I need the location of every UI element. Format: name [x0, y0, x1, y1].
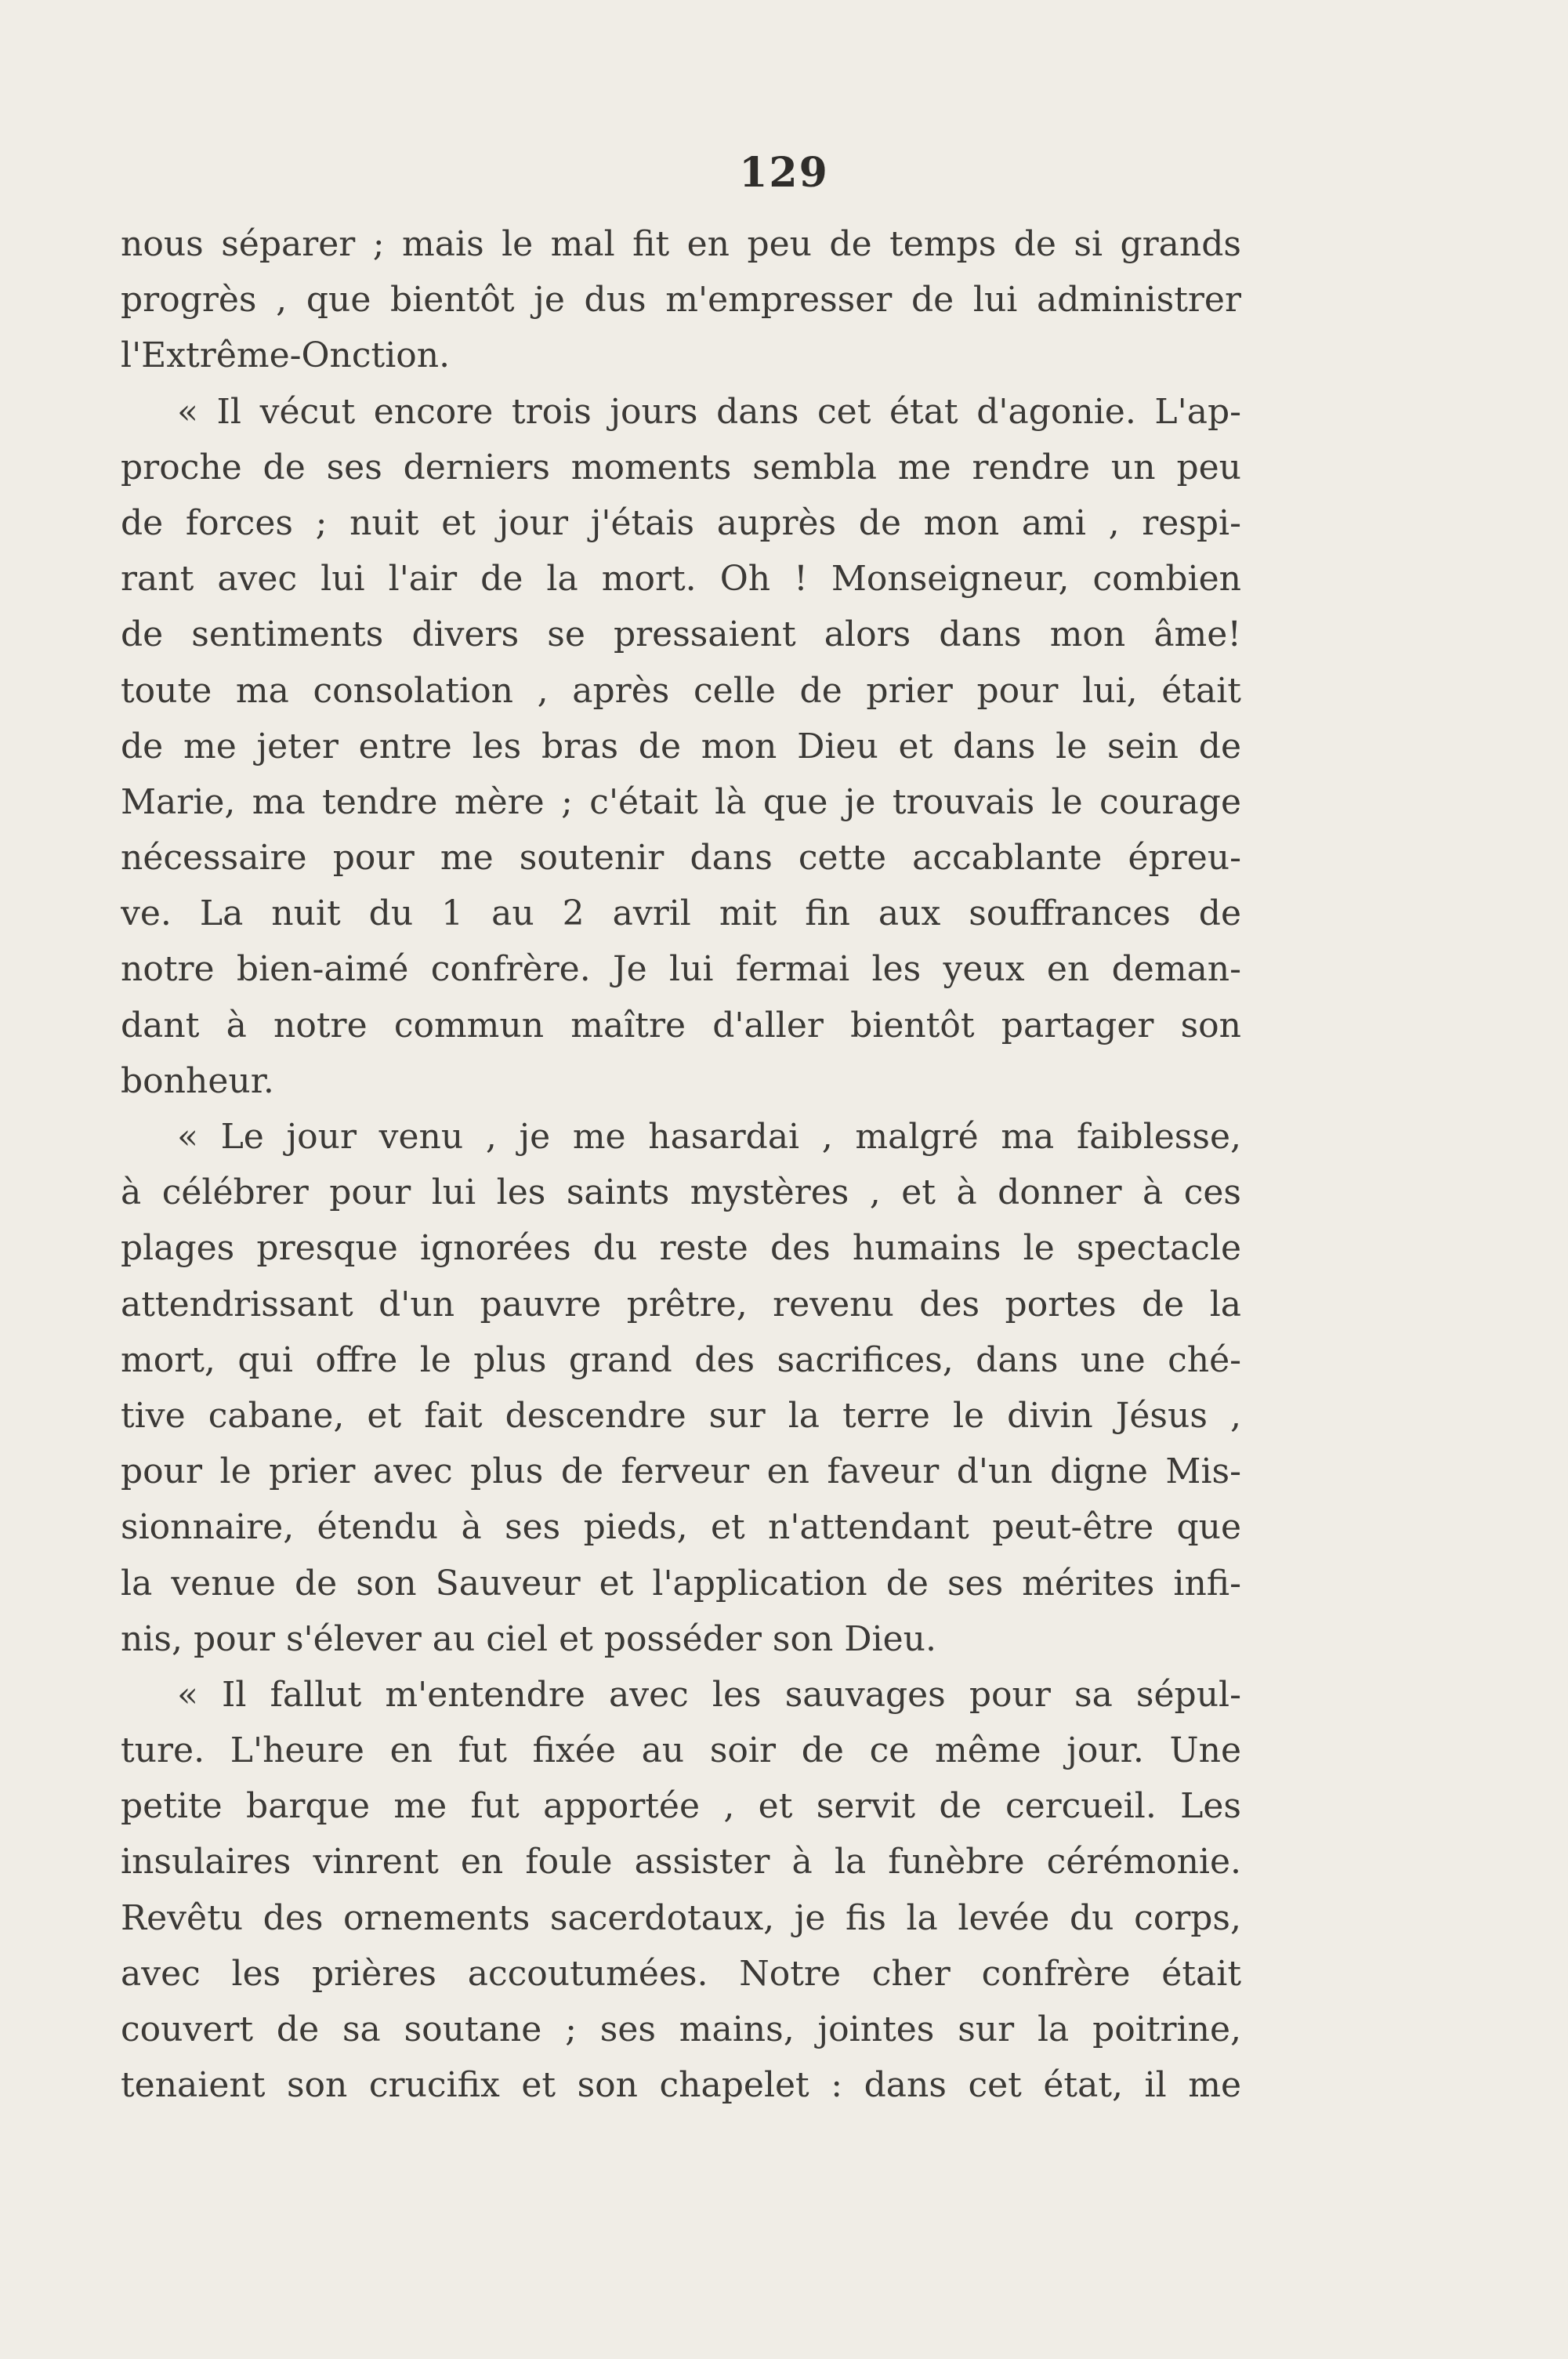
text-line: dant à notre commun maître d'aller bientôt partager son	[121, 1005, 1241, 1045]
text-line: ve. La nuit du 1 au 2 avril mit fin aux souffrances de	[121, 893, 1241, 934]
text-line: la venue de son Sauveur et l'application de ses mérites infi-	[121, 1563, 1241, 1603]
text-line: mort, qui offre le plus grand des sacrifices, dans une ché-	[121, 1339, 1241, 1380]
text-line: à célébrer pour lui les saints mystères , et à donner à ces	[121, 1172, 1241, 1213]
text-line: nous séparer ; mais le mal fit en peu de temps de si grands	[121, 224, 1241, 264]
text-line: avec les prières accoutumées. Notre cher confrère était	[121, 1953, 1241, 1994]
text-line: de sentiments divers se pressaient alors dans mon âme!	[121, 614, 1241, 655]
text-line: nécessaire pour me soutenir dans cette accablante épreu-	[121, 838, 1241, 879]
text-line: ture. L'heure en fut fixée au soir de ce même jour. Une	[121, 1730, 1241, 1771]
text-line: de forces ; nuit et jour j'étais auprès de mon ami , respi-	[121, 502, 1241, 543]
text-line: couvert de sa soutane ; ses mains, jointes sur la poitrine,	[121, 2009, 1241, 2049]
text-line: notre bien-aimé confrère. Je lui fermai les yeux en deman-	[121, 949, 1241, 990]
text-line: l'Extrême-Onction.	[121, 335, 451, 376]
text-line: attendrissant d'un pauvre prêtre, revenu des portes de la	[121, 1284, 1241, 1324]
paragraph-first-line: « Il fallut m'entendre avec les sauvages pour sa sépul-	[177, 1674, 1241, 1715]
text-line: progrès , que bientôt je dus m'empresser de lui administrer	[121, 280, 1241, 321]
text-line: tive cabane, et fait descendre sur la terre le divin Jésus ,	[121, 1395, 1241, 1436]
body-text	[121, 216, 1241, 2113]
paragraph-first-line: « Il vécut encore trois jours dans cet état d'agonie. L'ap-	[177, 391, 1241, 432]
page-number: 129	[739, 149, 829, 197]
paragraph-first-line: « Le jour venu , je me hasardai , malgré ma faiblesse,	[177, 1117, 1241, 1157]
text-line: toute ma consolation , après celle de prier pour lui, était	[121, 670, 1241, 711]
text-line: bonheur.	[121, 1060, 274, 1101]
text-line: sionnaire, étendu à ses pieds, et n'attendant peut-être que	[121, 1507, 1241, 1548]
text-line: proche de ses derniers moments sembla me rendre un peu	[121, 447, 1241, 487]
text-line: pour le prier avec plus de ferveur en faveur d'un digne Mis-	[121, 1451, 1241, 1492]
text-line: rant avec lui l'air de la mort. Oh ! Monseigneur, combien	[121, 559, 1241, 600]
text-line: Revêtu des ornements sacerdotaux, je fis la levée du corps,	[121, 1897, 1241, 1938]
text-line: nis, pour s'élever au ciel et posséder son Dieu.	[121, 1618, 936, 1659]
text-line: insulaires vinrent en foule assister à la funèbre cérémonie.	[121, 1842, 1241, 1882]
text-line: de me jeter entre les bras de mon Dieu et dans le sein de	[121, 726, 1241, 766]
text-line: tenaient son crucifix et son chapelet : dans cet état, il me	[121, 2065, 1241, 2106]
text-line: Marie, ma tendre mère ; c'était là que je trouvais le courage	[121, 781, 1241, 822]
text-line: plages presque ignorées du reste des humains le spectacle	[121, 1228, 1241, 1269]
text-line: petite barque me fut apportée , et servit de cercueil. Les	[121, 1786, 1241, 1827]
